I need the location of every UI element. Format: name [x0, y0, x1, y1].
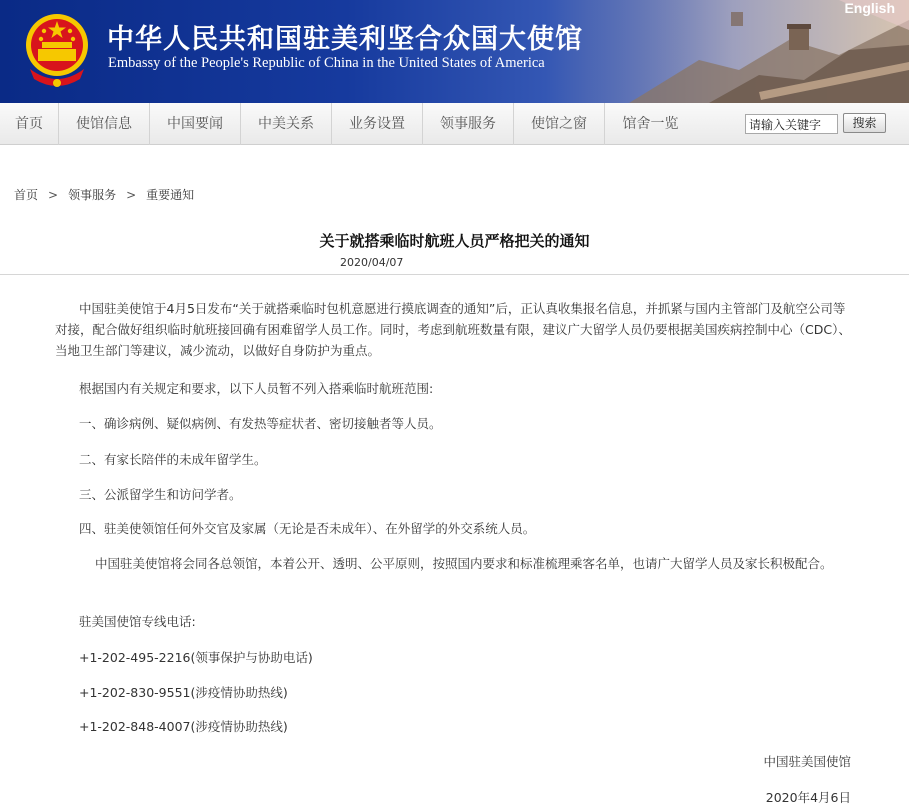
- search-input[interactable]: [745, 114, 838, 134]
- hotline-number: +1-202-495-2216(领事保护与协助电话): [79, 650, 313, 665]
- signature-date: 2020年4月6日: [765, 790, 851, 805]
- article-list-item: 三、公派留学生和访问学者。: [79, 487, 242, 502]
- main-nav: [0, 103, 909, 145]
- nav-item-china-us-relations[interactable]: 中美关系: [241, 103, 332, 145]
- article-title: 关于就搭乘临时航班人员严格把关的通知: [319, 232, 590, 250]
- nav-item-business[interactable]: 业务设置: [332, 103, 423, 145]
- nav-item-china-news[interactable]: 中国要闻: [150, 103, 241, 145]
- nav-item-home[interactable]: 首页: [0, 103, 59, 145]
- english-language-link[interactable]: English: [844, 0, 895, 16]
- breadcrumb-home[interactable]: 首页: [14, 188, 39, 202]
- search-button[interactable]: 搜索: [843, 113, 886, 133]
- site-title-cn: 中华人民共和国驻美利坚合众国大使馆: [107, 24, 583, 55]
- article-list-item: 二、有家长陪伴的未成年留学生。: [79, 452, 267, 467]
- breadcrumb-notice[interactable]: 重要通知: [146, 188, 195, 202]
- site-title-en: Embassy of the People's Republic of China in the United States of America: [108, 55, 545, 71]
- breadcrumb-separator: >: [48, 188, 59, 202]
- hotline-number: +1-202-830-9551(涉疫情协助热线): [79, 685, 288, 700]
- article-list-item: 一、确诊病例、疑似病例、有发热等症状者、密切接触者等人员。: [79, 416, 442, 431]
- article-paragraph: 中国驻美使馆于4月5日发布“关于就搭乘临时包机意愿进行摸底调查的通知”后，正认真收集报名信息，并抓紧与国内主管部门及航空公司等对接，配合做好组织临时航班接回确有困难留学人员工作。同时，考虑到航班数量有限，建议广大留学人员仍要根据美国疾病控制中心（CDC）、当地卫生部门等建议，减少流动，以做好自身防护为重点。: [55, 301, 851, 358]
- nav-item-embassy-window[interactable]: 使馆之窗: [514, 103, 605, 145]
- article-paragraph: 根据国内有关规定和要求，以下人员暂不列入搭乘临时航班范围:: [79, 381, 434, 396]
- national-emblem-icon: [24, 9, 90, 91]
- nav-item-embassy-info[interactable]: 使馆信息: [59, 103, 150, 145]
- signature: 中国驻美国使馆: [763, 754, 851, 769]
- nav-item-consular[interactable]: 领事服务: [423, 103, 514, 145]
- article-list-item: 四、驻美使领馆任何外交官及家属（无论是否未成年）、在外留学的外交系统人员。: [79, 521, 536, 536]
- title-divider: [0, 274, 909, 275]
- nav-item-premises[interactable]: 馆舍一览: [622, 116, 679, 132]
- breadcrumb: [14, 186, 194, 203]
- hotline-number: +1-202-848-4007(涉疫情协助热线): [79, 719, 288, 734]
- breadcrumb-separator: >: [126, 188, 137, 202]
- article-paragraph: 中国驻美使馆将会同各总领馆，本着公开、透明、公平原则，按照国内要求和标准梳理乘客名单，也请广大留学人员及家长积极配合。: [95, 556, 833, 571]
- article-date: 2020/04/07: [340, 256, 404, 269]
- hotline-heading: 驻美国使馆专线电话:: [79, 614, 196, 629]
- breadcrumb-consular[interactable]: 领事服务: [68, 188, 117, 202]
- site-banner: [0, 0, 909, 103]
